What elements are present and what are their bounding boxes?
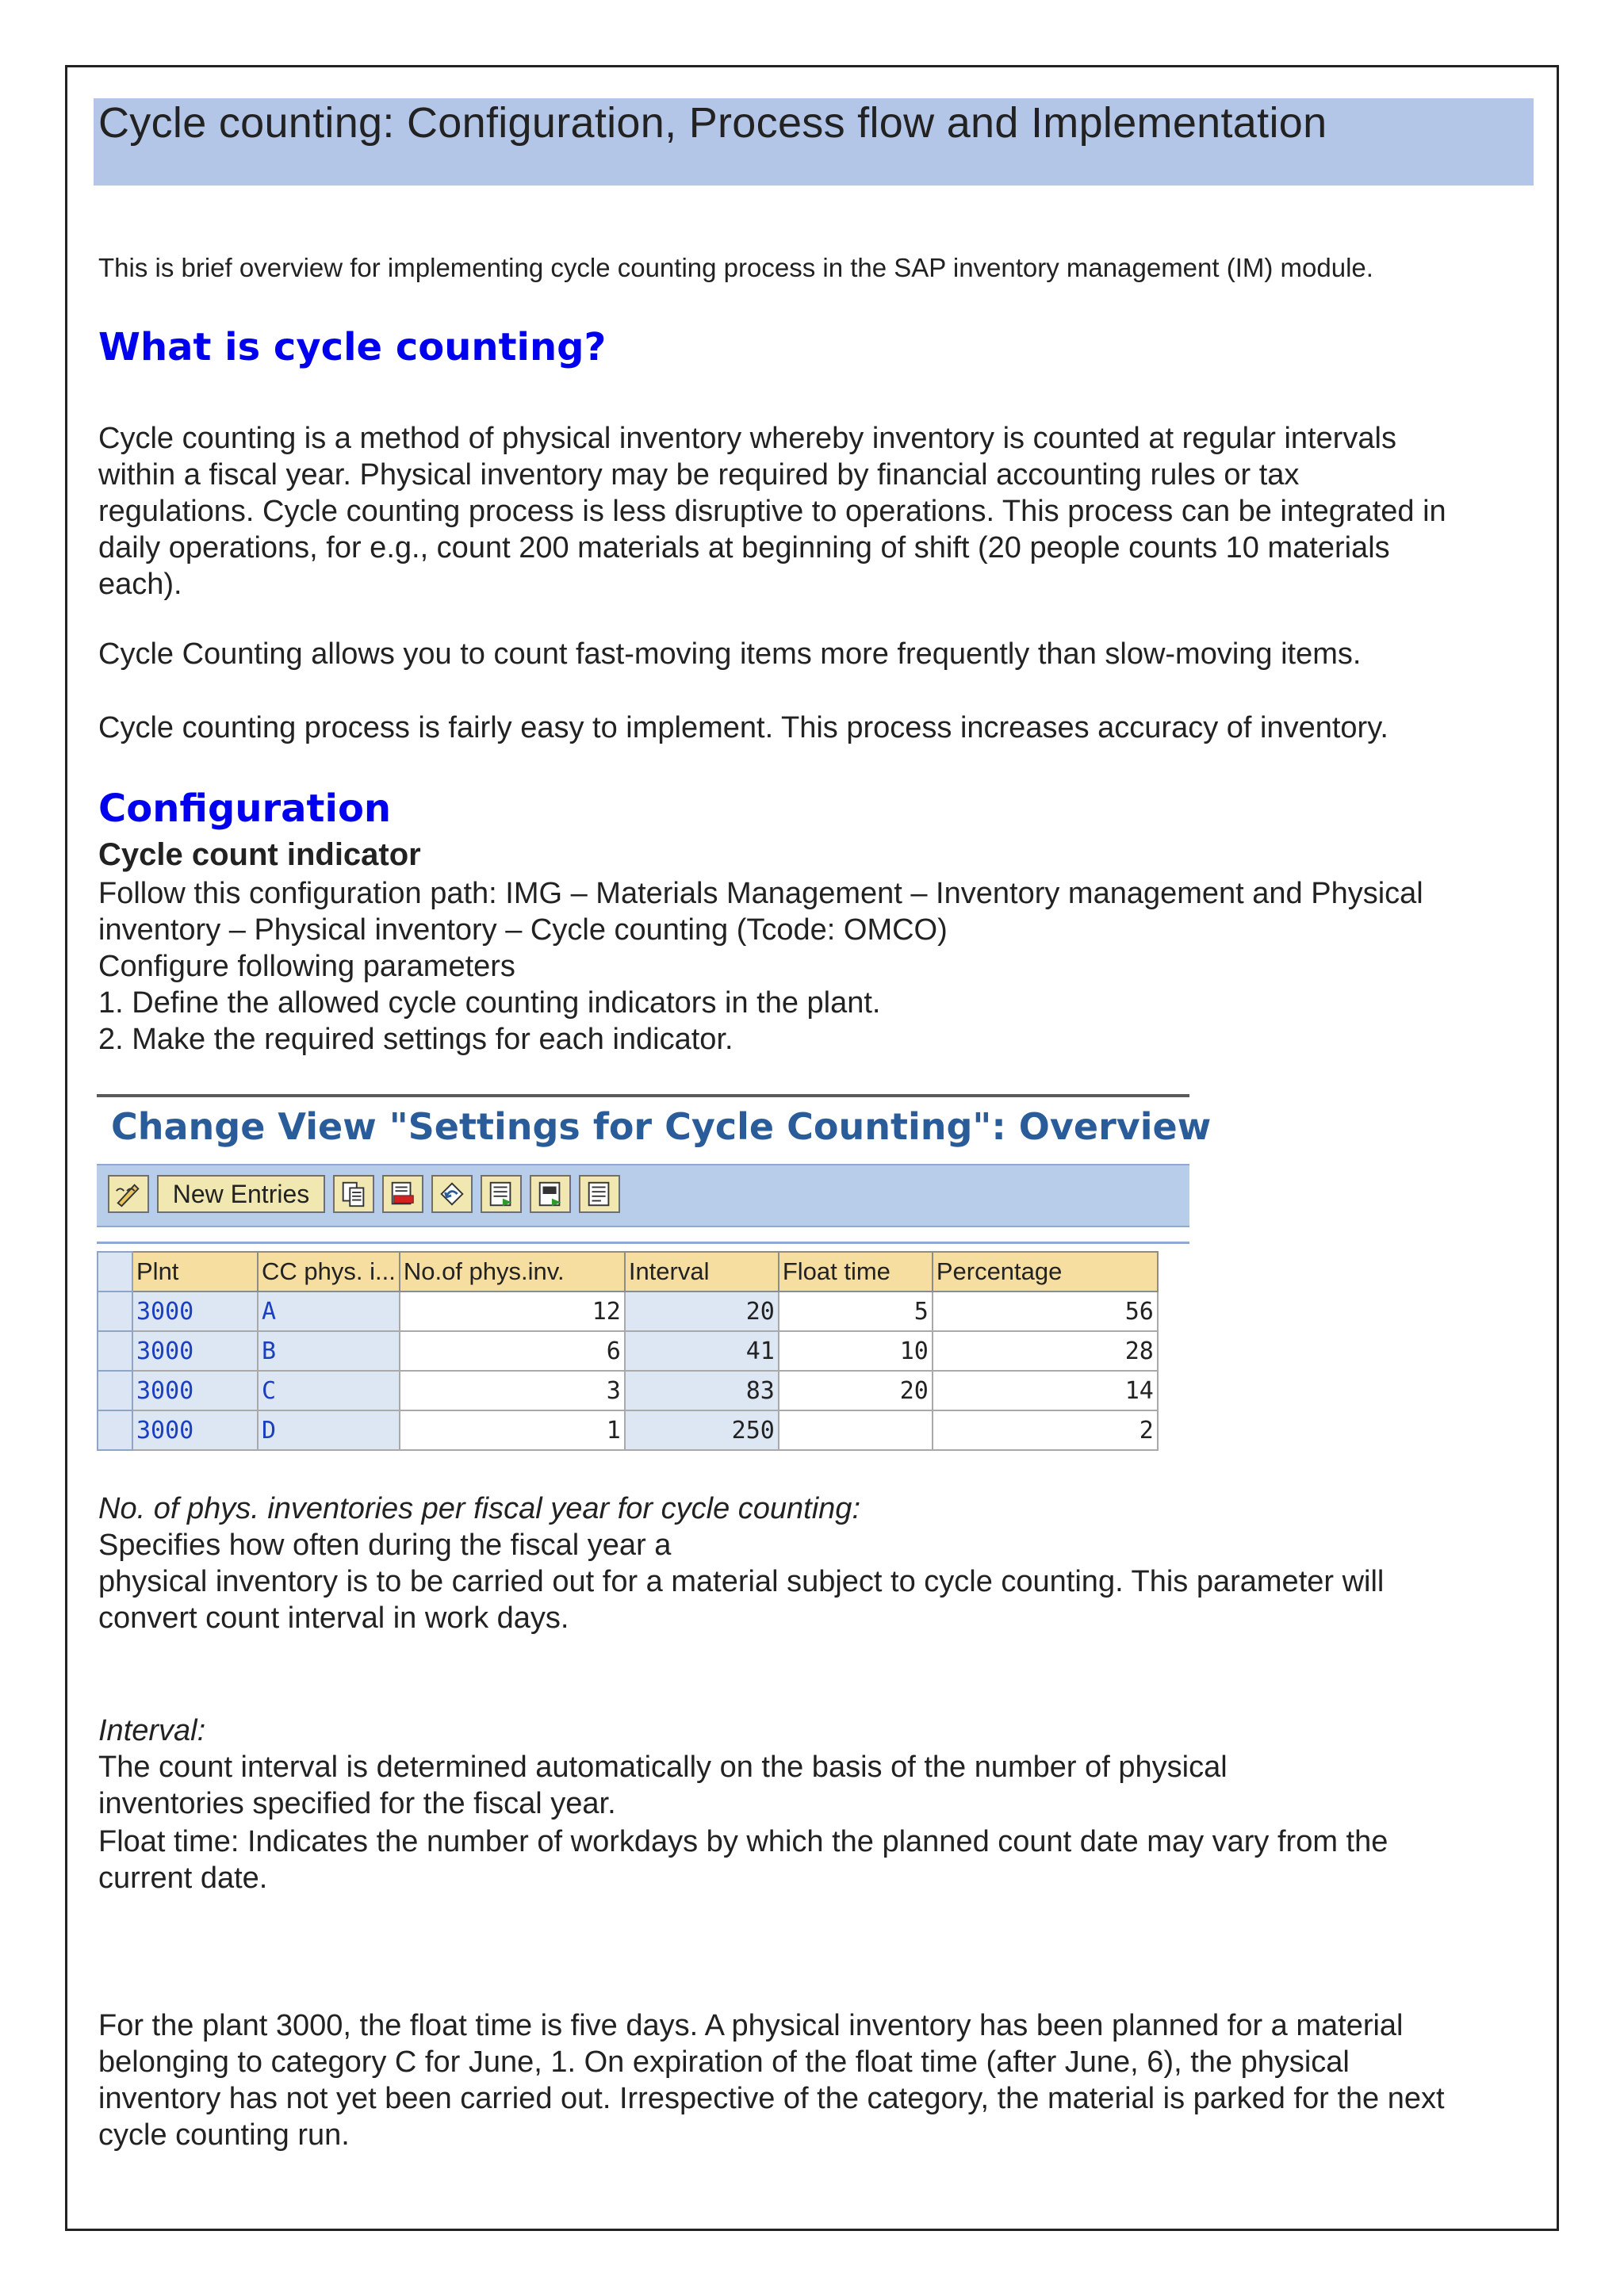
config-line: Configure following parameters [98, 950, 515, 983]
cell-float-time[interactable]: 20 [779, 1371, 933, 1410]
row-selector[interactable] [98, 1331, 132, 1371]
column-header-cc-phys-ind[interactable]: CC phys. i... [258, 1252, 400, 1292]
interval-label: Interval: [98, 1714, 206, 1747]
example-line: belonging to category C for June, 1. On expiration of the float time (after June, 6), the physical [98, 2045, 1350, 2079]
phys-inv-line: convert count interval in work days. [98, 1601, 569, 1635]
pencil-glasses-icon [113, 1179, 144, 1209]
deselect-all-icon [584, 1179, 615, 1209]
row-selector[interactable] [98, 1371, 132, 1410]
cell-cc-indicator: D [258, 1410, 400, 1450]
phys-inv-text: Specifies how often during the fiscal year a [98, 1529, 672, 1562]
table-header-row [98, 1252, 1158, 1292]
interval-explanation [98, 1712, 1228, 1822]
heading-what-is-cycle-counting: What is cycle counting? [98, 325, 607, 369]
definition-line: regulations. Cycle counting process is less disruptive to operations. This process can be integrated in [98, 495, 1446, 528]
deselect-all-button[interactable] [579, 1175, 620, 1213]
table-row [98, 1371, 1158, 1410]
plant-example-paragraph [98, 2007, 1445, 2153]
cell-percentage[interactable]: 56 [933, 1292, 1158, 1331]
row-selector[interactable] [98, 1410, 132, 1450]
float-time-explanation [98, 1823, 1388, 1896]
interval-line [98, 1712, 1228, 1785]
select-all-button[interactable] [481, 1175, 522, 1213]
cell-phys-inv[interactable]: 12 [400, 1292, 625, 1331]
phys-inv-line [98, 1490, 1384, 1563]
select-block-button[interactable] [530, 1175, 571, 1213]
column-header-float-time[interactable]: Float time [779, 1252, 933, 1292]
delete-button[interactable] [382, 1175, 423, 1213]
cycle-counting-settings-table [97, 1251, 1159, 1451]
definition-line: Cycle counting is a method of physical inventory whereby inventory is counted at regular intervals [98, 422, 1396, 455]
definition-line: daily operations, for e.g., count 200 materials at beginning of shift (20 people counts 10 materials [98, 531, 1390, 564]
example-line: inventory has not yet been carried out. Irrespective of the category, the material is parked for the next [98, 2082, 1445, 2115]
cell-cc-indicator: B [258, 1331, 400, 1371]
accuracy-paragraph: Cycle counting process is fairly easy to implement. This process increases accuracy of inventory. [98, 711, 1388, 744]
cell-percentage[interactable]: 28 [933, 1331, 1158, 1371]
sap-screenshot [97, 1094, 1212, 1456]
table-row [98, 1292, 1158, 1331]
sap-screen-title: Change View "Settings for Cycle Counting": Overview [111, 1105, 1212, 1148]
config-line: inventory – Physical inventory – Cycle counting (Tcode: OMCO) [98, 913, 948, 947]
cell-plnt: 3000 [132, 1371, 258, 1410]
sap-top-line [97, 1094, 1189, 1097]
cell-interval: 20 [625, 1292, 779, 1331]
cell-percentage[interactable]: 2 [933, 1410, 1158, 1450]
example-line: cycle counting run. [98, 2118, 350, 2152]
cell-cc-indicator: C [258, 1371, 400, 1410]
cell-phys-inv[interactable]: 1 [400, 1410, 625, 1450]
cell-interval: 250 [625, 1410, 779, 1450]
interval-line: inventories specified for the fiscal year. [98, 1787, 616, 1820]
copy-icon [339, 1179, 369, 1209]
phys-inv-label: No. of phys. inventories per fiscal year for cycle counting: [98, 1492, 861, 1525]
cell-plnt: 3000 [132, 1410, 258, 1450]
table-row [98, 1410, 1158, 1450]
column-header-percentage[interactable]: Percentage [933, 1252, 1158, 1292]
definition-line: each). [98, 568, 182, 601]
page-title: Cycle counting: Configuration, Process flow and Implementation [98, 99, 1327, 147]
float-line: Float time: Indicates the number of workdays by which the planned count date may vary from the [98, 1825, 1388, 1858]
cell-float-time[interactable]: 10 [779, 1331, 933, 1371]
row-selector[interactable] [98, 1292, 132, 1331]
display-change-button[interactable] [108, 1175, 149, 1213]
configuration-paragraph [98, 875, 1423, 1058]
definition-line: within a fiscal year. Physical inventory may be required by financial accounting rules or tax [98, 458, 1300, 492]
new-entries-label: New Entries [172, 1179, 310, 1208]
definition-paragraph [98, 420, 1446, 603]
undo-change-button[interactable] [431, 1175, 473, 1213]
phys-inv-explanation [98, 1490, 1384, 1636]
cell-percentage[interactable]: 14 [933, 1371, 1158, 1410]
cell-cc-indicator: A [258, 1292, 400, 1331]
fast-moving-paragraph: Cycle Counting allows you to count fast-moving items more frequently than slow-moving items. [98, 637, 1362, 671]
config-line: 1. Define the allowed cycle counting indicators in the plant. [98, 986, 881, 1020]
heading-configuration: Configuration [98, 786, 392, 831]
config-line: Follow this configuration path: IMG – Materials Management – Inventory management and Physical [98, 877, 1423, 910]
cell-interval: 41 [625, 1331, 779, 1371]
table-row [98, 1331, 1158, 1371]
undo-icon [437, 1179, 467, 1209]
cell-plnt: 3000 [132, 1292, 258, 1331]
new-entries-button[interactable] [157, 1175, 325, 1213]
row-selector-header[interactable] [98, 1252, 132, 1292]
column-header-plnt[interactable]: Plnt [132, 1252, 258, 1292]
phys-inv-line: physical inventory is to be carried out for a material subject to cycle counting. This parameter will [98, 1565, 1385, 1598]
column-header-no-of-phys-inv[interactable]: No.of phys.inv. [400, 1252, 625, 1292]
column-header-interval[interactable]: Interval [625, 1252, 779, 1292]
cell-plnt: 3000 [132, 1331, 258, 1371]
float-line: current date. [98, 1862, 268, 1895]
cell-float-time[interactable]: 5 [779, 1292, 933, 1331]
sap-separator [97, 1242, 1189, 1244]
delete-row-icon [388, 1179, 418, 1209]
intro-text: This is brief overview for implementing cycle counting process in the SAP inventory management (IM) module. [98, 253, 1373, 282]
sap-toolbar [97, 1164, 1189, 1227]
cell-phys-inv[interactable]: 3 [400, 1371, 625, 1410]
select-all-icon [486, 1179, 516, 1209]
cell-interval: 83 [625, 1371, 779, 1410]
select-block-icon [535, 1179, 565, 1209]
cell-phys-inv[interactable]: 6 [400, 1331, 625, 1371]
subheading-cycle-count-indicator: Cycle count indicator [98, 837, 421, 872]
config-line: 2. Make the required settings for each indicator. [98, 1023, 733, 1056]
cell-float-time[interactable] [779, 1410, 933, 1450]
example-line: For the plant 3000, the float time is five days. A physical inventory has been planned for a material [98, 2009, 1404, 2042]
copy-as-button[interactable] [333, 1175, 374, 1213]
interval-text: The count interval is determined automatically on the basis of the number of physical [98, 1751, 1228, 1784]
